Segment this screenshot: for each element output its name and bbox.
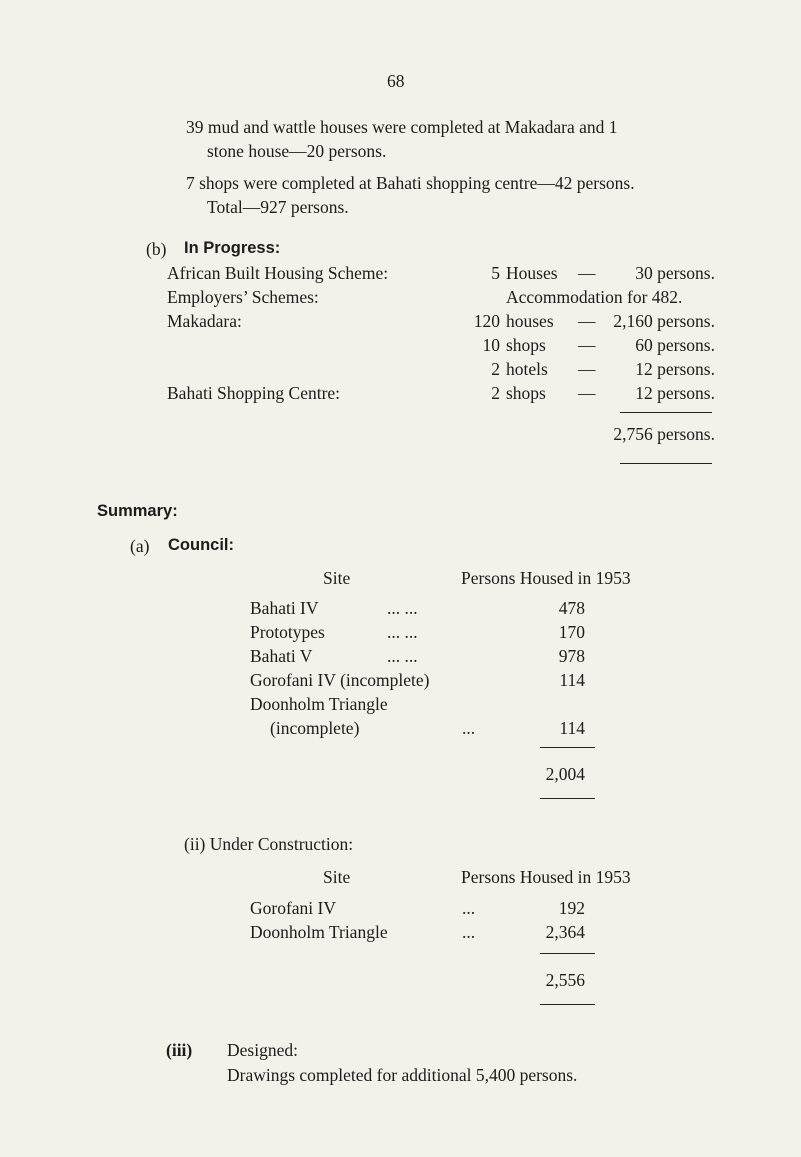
council-site: (incomplete) (270, 718, 360, 738)
council-value: 978 (558, 646, 585, 666)
construction-site: Gorofani IV (250, 898, 337, 918)
council-total: 2,004 (545, 764, 585, 784)
construction-value: 2,364 (545, 922, 585, 942)
progress-row-num: 120 (473, 311, 500, 331)
construction-site: Doonholm Triangle (250, 922, 388, 942)
designed-heading: Designed: (227, 1040, 298, 1060)
council-site: Gorofani IV (incomplete) (250, 670, 430, 690)
progress-row-label: Makadara: (167, 311, 242, 331)
council-dots: ... ... (387, 622, 418, 642)
construction-total-rule-bottom (540, 1004, 595, 1005)
council-col-persons: Persons Housed in 1953 (461, 568, 631, 588)
progress-row-dash: — (578, 335, 596, 355)
progress-row-dash: — (578, 359, 596, 379)
progress-row-persons: 12 persons. (635, 359, 715, 379)
progress-row-dash: — (578, 383, 596, 403)
progress-row-num: 2 (491, 359, 500, 379)
council-dots: ... ... (387, 646, 418, 666)
progress-row-item: shops (506, 335, 546, 355)
completed-paragraph-2-line-1: 7 shops were completed at Bahati shopping centre—42 persons. (186, 173, 635, 193)
council-value: 478 (558, 598, 585, 618)
council-col-site: Site (323, 568, 351, 588)
progress-row-text: Accommodation for 482. (506, 287, 683, 307)
progress-row-item: Houses (506, 263, 558, 283)
construction-total-rule-top (540, 953, 595, 954)
council-site: Bahati IV (250, 598, 319, 618)
construction-col-persons: Persons Housed in 1953 (461, 867, 631, 887)
designed-text: Drawings completed for additional 5,400 persons. (227, 1065, 578, 1085)
council-total-rule-bottom (540, 798, 595, 799)
construction-dots: ... (462, 922, 476, 942)
construction-total: 2,556 (545, 970, 585, 990)
progress-row-num: 2 (491, 383, 500, 403)
progress-row-dash: — (578, 263, 596, 283)
council-value: 114 (559, 670, 585, 690)
progress-row-persons: 12 persons. (635, 383, 715, 403)
council-site: Bahati V (250, 646, 313, 666)
progress-row-item: houses (506, 311, 554, 331)
council-heading: Council: (168, 536, 234, 554)
progress-row-persons: 2,160 persons. (613, 311, 715, 331)
progress-row-num: 10 (482, 335, 500, 355)
progress-row-dash: — (578, 311, 596, 331)
progress-row-label: Employers’ Schemes: (167, 287, 319, 307)
construction-col-site: Site (323, 867, 351, 887)
council-total-rule-top (540, 747, 595, 748)
progress-row-label: Bahati Shopping Centre: (167, 383, 341, 403)
progress-total-rule-bottom (620, 463, 712, 464)
completed-paragraph-1-line-1: 39 mud and wattle houses were completed at Makadara and 1 (186, 117, 618, 137)
progress-row-num: 5 (491, 263, 500, 283)
completed-paragraph-1-line-2: stone house—20 persons. (207, 141, 387, 161)
completed-paragraph-2-line-2: Total—927 persons. (207, 197, 349, 217)
in-progress-marker: (b) (146, 239, 167, 259)
progress-total: 2,756 persons. (613, 424, 715, 444)
council-marker: (a) (130, 536, 150, 556)
designed-marker: (iii) (166, 1040, 193, 1060)
progress-row-label: African Built Housing Scheme: (167, 263, 389, 283)
progress-row-item: shops (506, 383, 546, 403)
progress-total-rule-top (620, 412, 712, 413)
progress-row-item: hotels (506, 359, 548, 379)
construction-value: 192 (558, 898, 585, 918)
summary-heading: Summary: (97, 502, 178, 520)
council-site: Prototypes (250, 622, 325, 642)
council-value: 114 (559, 718, 585, 738)
council-dots: ... ... (387, 598, 418, 618)
page-number: 68 (387, 71, 405, 91)
in-progress-heading: In Progress: (184, 239, 281, 257)
construction-dots: ... (462, 898, 476, 918)
council-site: Doonholm Triangle (250, 694, 388, 714)
council-value: 170 (558, 622, 585, 642)
progress-row-persons: 30 persons. (635, 263, 715, 283)
progress-row-persons: 60 persons. (635, 335, 715, 355)
construction-heading: (ii) Under Construction: (184, 834, 354, 854)
council-dots: ... (462, 718, 476, 738)
